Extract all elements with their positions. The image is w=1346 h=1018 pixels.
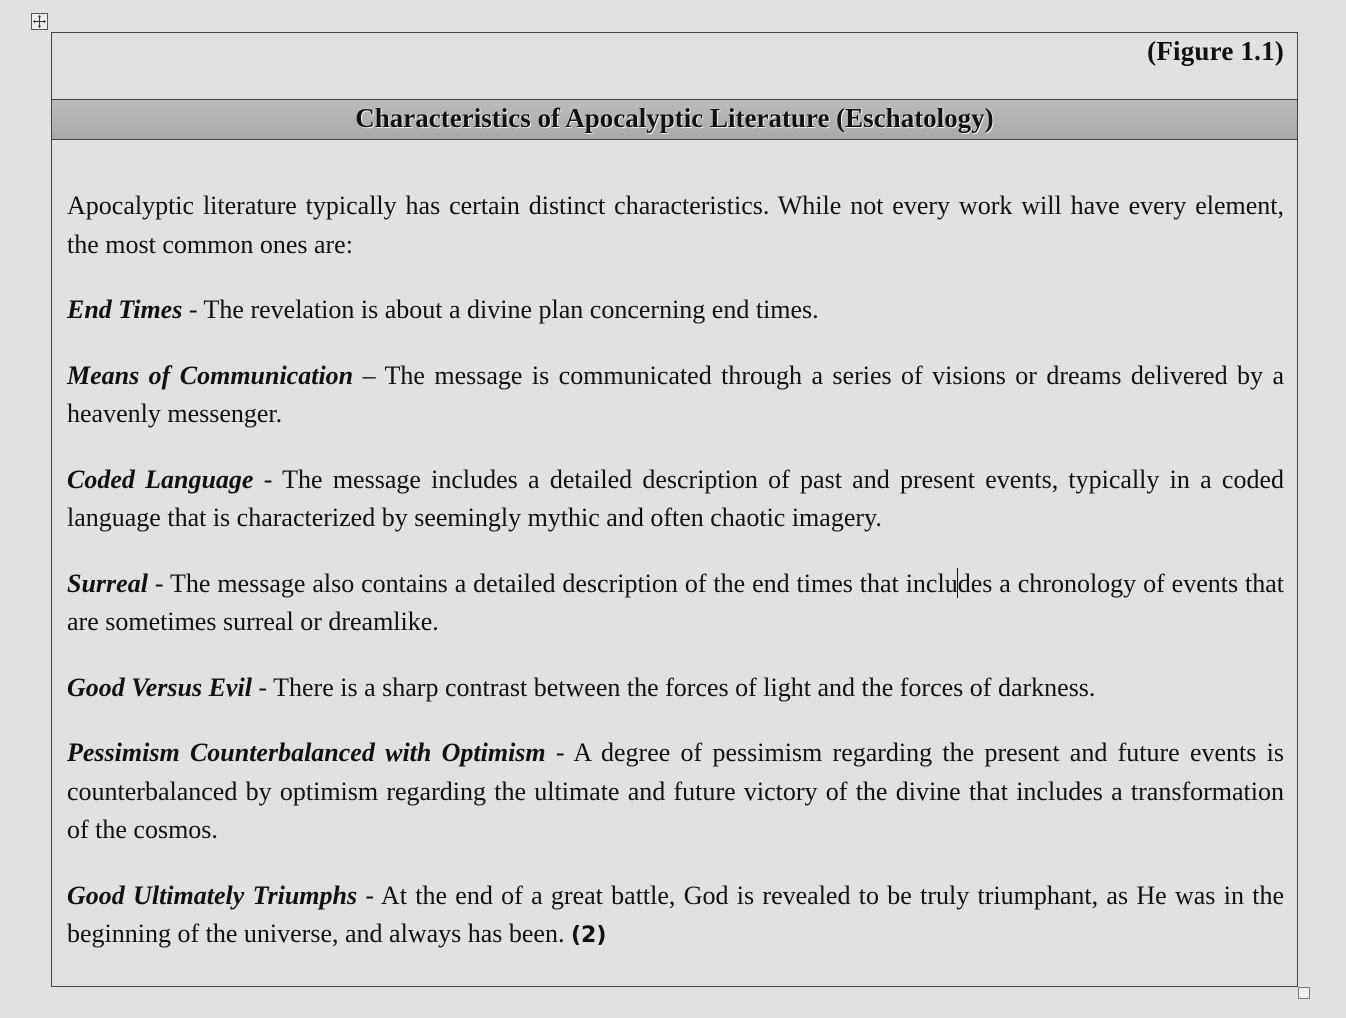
document-body[interactable]: [67, 187, 1284, 956]
characteristic-term: End Times: [67, 295, 183, 324]
characteristic-good-versus-evil[interactable]: [67, 669, 1284, 708]
term-separator: -: [545, 738, 574, 767]
move-arrows-icon: [32, 14, 47, 29]
term-separator: -: [182, 295, 204, 324]
table-heading: Characteristics of Apocalyptic Literature (Eschatology): [355, 103, 994, 133]
figure-label: (Figure 1.1): [1147, 36, 1284, 66]
characteristic-description-part-2: des a chronology of events that are sometimes surreal or dreamlike.: [67, 568, 1285, 636]
characteristic-coded-language[interactable]: [67, 461, 1284, 538]
characteristic-term: Pessimism Counterbalanced with Optimism: [67, 738, 546, 767]
characteristic-surreal[interactable]: [67, 565, 1284, 642]
characteristic-pessimism-counterbalanced[interactable]: [67, 734, 1284, 850]
citation-reference: (2): [570, 923, 607, 948]
characteristic-term: Surreal: [67, 568, 148, 598]
characteristic-term: Good Ultimately Triumphs: [67, 880, 358, 910]
characteristic-term: Means of Communication: [67, 360, 354, 390]
characteristic-term: Good Versus Evil: [67, 672, 252, 702]
figure-table[interactable]: [51, 32, 1298, 987]
characteristic-description: At the end of a great battle, God is revealed to be truly triumphant, as He was in the beginning of the universe, and always has been.: [67, 880, 1284, 948]
figure-label-row: [52, 33, 1297, 100]
characteristic-end-times[interactable]: [67, 291, 1284, 330]
characteristic-good-ultimately-triumphs[interactable]: [67, 877, 1284, 956]
characteristic-description-part-1: The message also contains a detailed description of the end times that inclu: [169, 568, 958, 598]
characteristic-term: Coded Language: [67, 464, 254, 494]
table-move-handle-icon[interactable]: [31, 13, 48, 30]
characteristic-description: A degree of pessimism regarding the present and future events is counterbalanced by optimism regarding the ultimate and future victory of the divine that includes a transformation of the cosmos.: [67, 738, 1284, 844]
table-resize-handle-icon[interactable]: [1298, 987, 1310, 999]
characteristic-description: There is a sharp contrast between the forces of light and the forces of darkness.: [273, 672, 1096, 702]
term-separator: -: [253, 464, 283, 494]
term-separator: -: [147, 568, 170, 598]
term-separator: –: [353, 360, 385, 390]
intro-paragraph[interactable]: Apocalyptic literature typically has certain distinct characteristics. While not every work will have every element, the most common ones are:: [67, 191, 1284, 259]
characteristic-description: The revelation is about a divine plan concerning end times.: [203, 295, 819, 324]
term-separator: -: [357, 880, 381, 910]
characteristic-description: The message is communicated through a series of visions or dreams delivered by a heavenly messenger.: [67, 360, 1284, 428]
table-heading-row: [52, 100, 1297, 140]
term-separator: -: [251, 672, 274, 702]
characteristic-description: The message includes a detailed description of past and present events, typically in a coded language that is characterized by seemingly mythic and often chaotic imagery.: [67, 464, 1284, 532]
characteristic-means-of-communication[interactable]: [67, 357, 1284, 434]
